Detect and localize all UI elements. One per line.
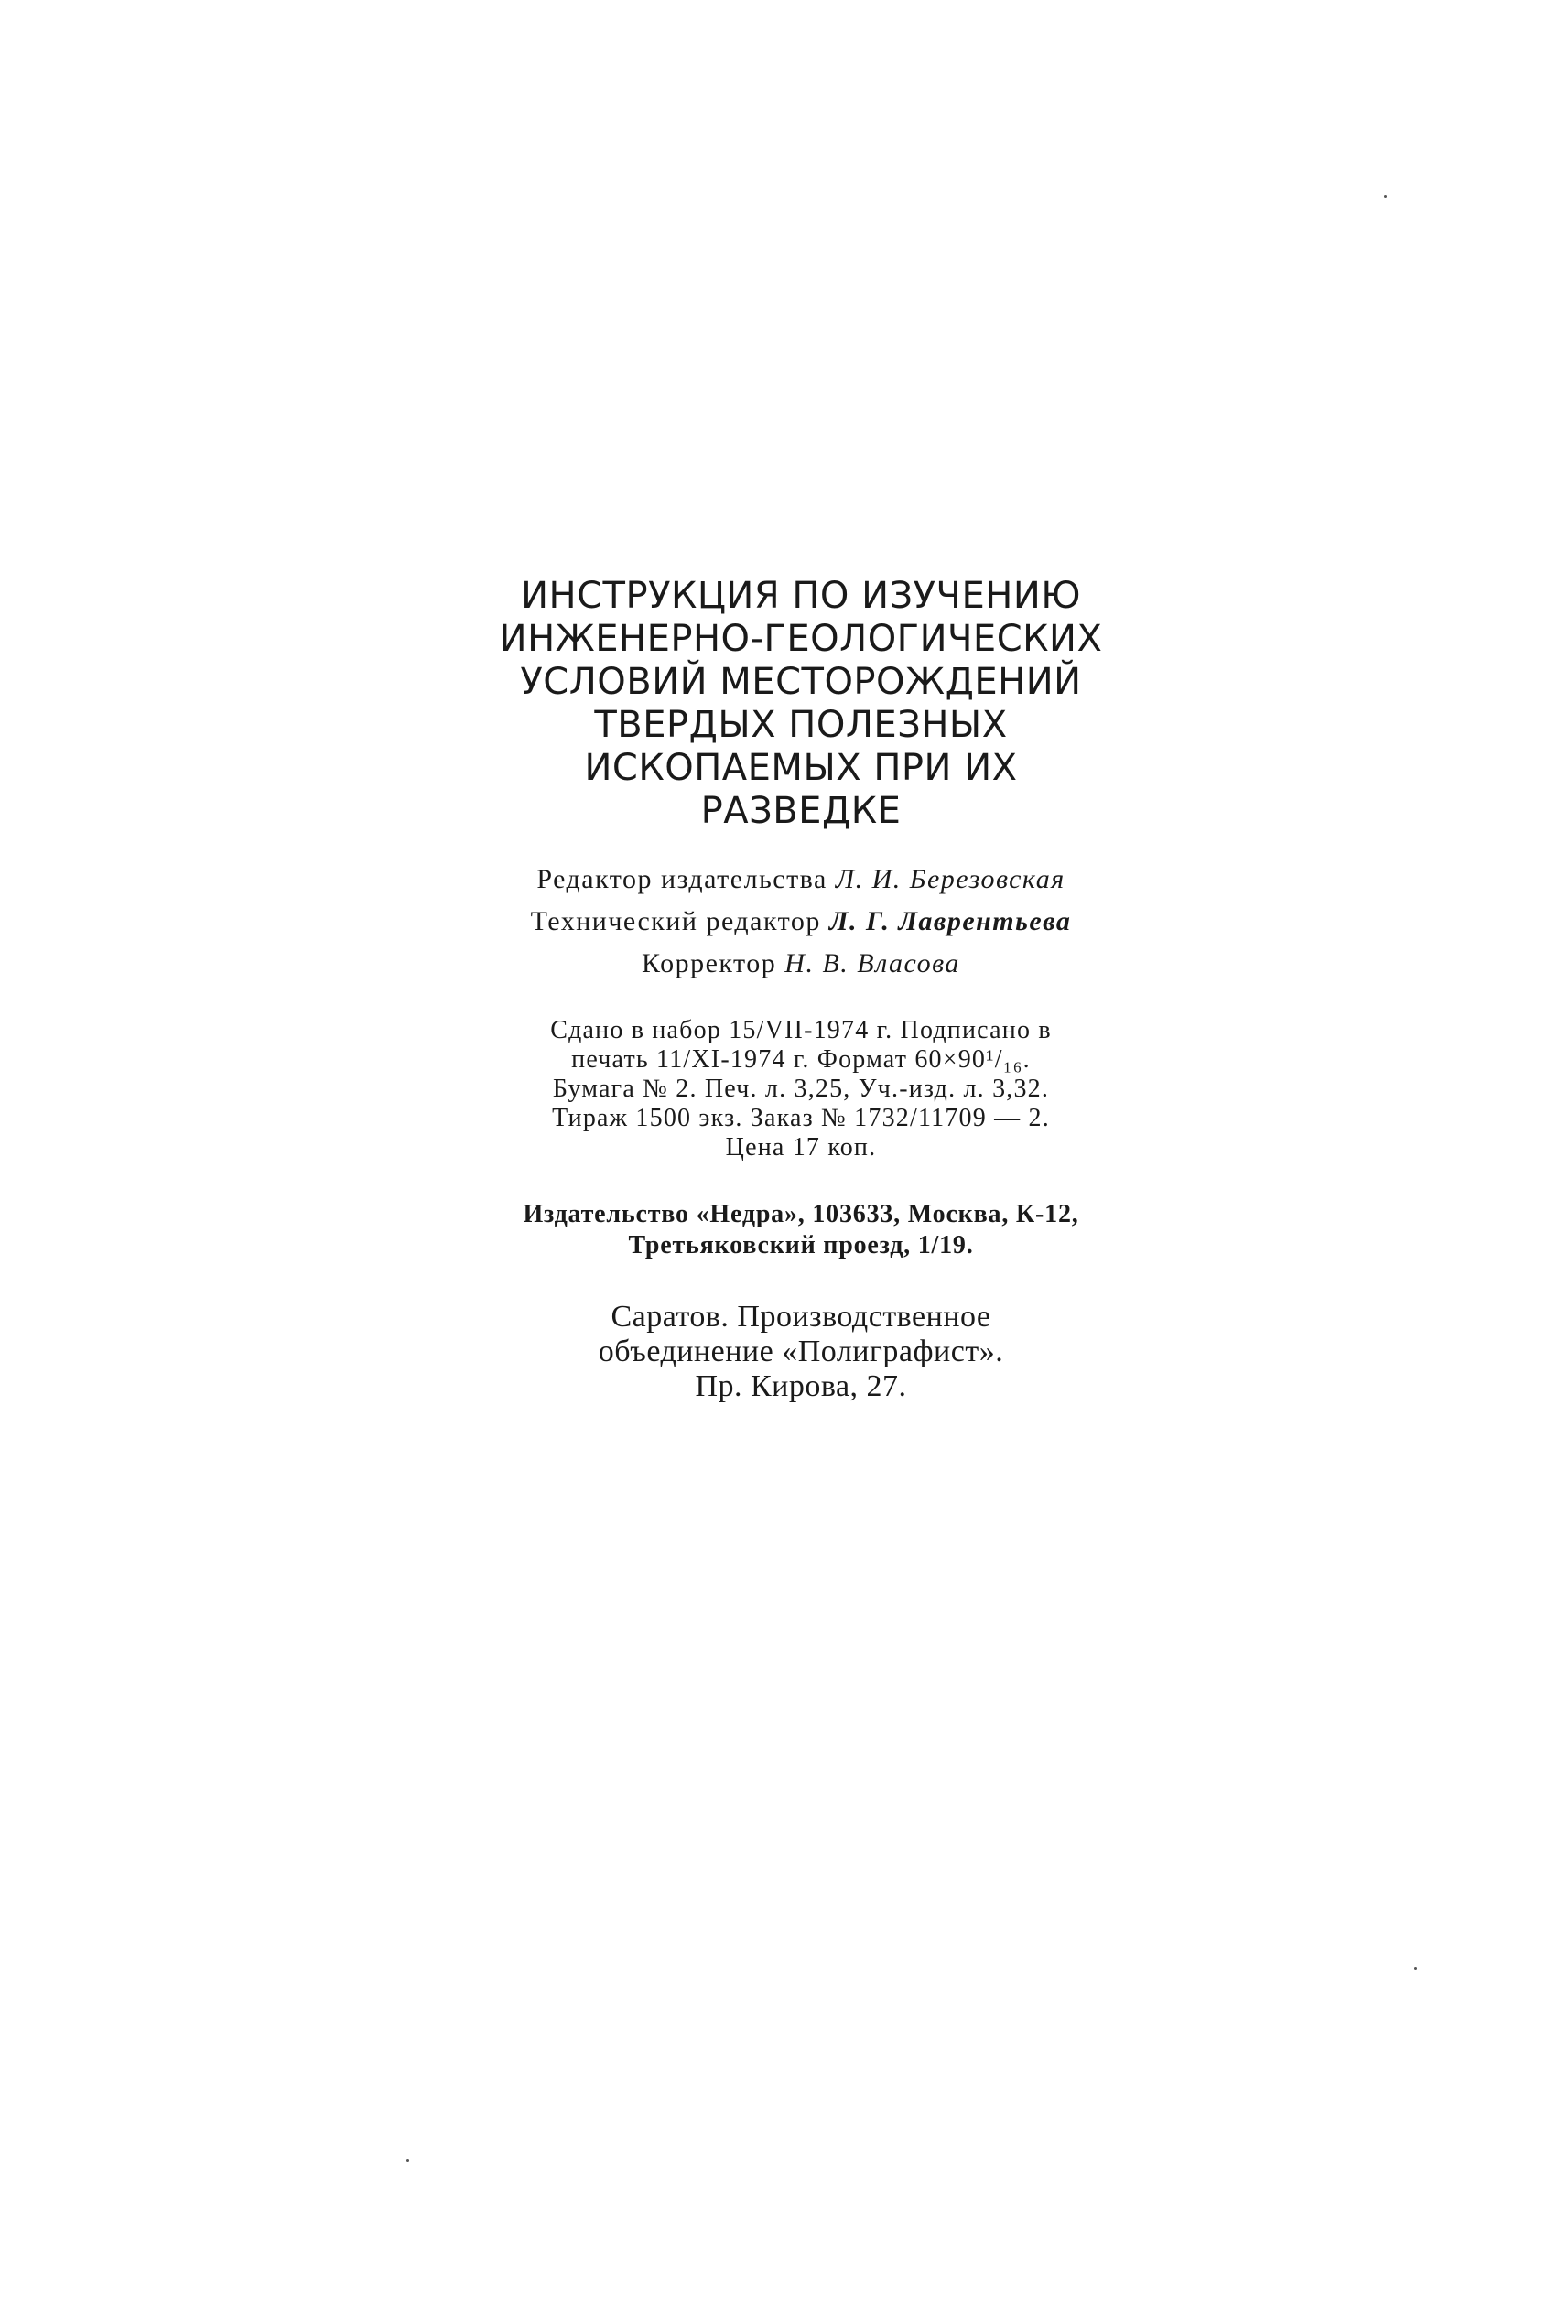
title-line: ИНСТРУКЦИЯ ПО ИЗУЧЕНИЮ	[521, 575, 1081, 617]
imprint-line: печать 11/XI-1974 г. Формат 60×90¹/₁₆.	[571, 1045, 1031, 1074]
imprint-line: Сдано в набор 15/VII-1974 г. Подписано в	[550, 1016, 1052, 1044]
editor-label: Редактор издательства	[536, 864, 827, 894]
imprint-line: Бумага № 2. Печ. л. 3,25, Уч.-изд. л. 3,32.	[552, 1075, 1050, 1103]
title-line: УСЛОВИЙ МЕСТОРОЖДЕНИЙ	[520, 661, 1082, 703]
printer-address-line: Пр. Кирова, 27.	[695, 1369, 907, 1403]
tech-editor-name: Л. Г. Лаврентьева	[828, 906, 1072, 936]
printer-line: объединение «Полиграфист».	[598, 1335, 1004, 1368]
imprint-line: Тираж 1500 экз. Заказ № 1732/11709 — 2.	[552, 1104, 1050, 1132]
publisher-address-line: Третьяковский проезд, 1/19.	[628, 1231, 974, 1259]
printer-block	[412, 1300, 1190, 1404]
corrector-name: Н. В. Власова	[784, 948, 960, 978]
book-title	[412, 575, 1190, 833]
title-line: ИСКОПАЕМЫХ ПРИ ИХ	[584, 747, 1018, 789]
editor-row	[412, 859, 1190, 901]
imprint-block	[412, 1016, 1190, 1162]
tech-editor-row	[412, 901, 1190, 943]
tech-editor-label: Технический редактор	[530, 906, 821, 936]
publisher-line: Издательство «Недра», 103633, Москва, К-12,	[523, 1200, 1079, 1228]
title-line: РАЗВЕДКЕ	[700, 790, 902, 832]
title-line: ИНЖЕНЕРНО-ГЕОЛОГИЧЕСКИХ	[499, 618, 1103, 660]
credits-block	[412, 859, 1190, 985]
printer-line: Саратов. Производственное	[611, 1300, 991, 1334]
paper-speck	[406, 2159, 409, 2162]
paper-speck	[1384, 195, 1387, 198]
price-line: Цена 17 коп.	[725, 1133, 877, 1162]
title-line: ТВЕРДЫХ ПОЛЕЗНЫХ	[594, 704, 1008, 746]
corrector-row	[412, 943, 1190, 985]
corrector-label: Корректор	[642, 948, 777, 978]
publisher-block	[412, 1199, 1190, 1261]
editor-name: Л. И. Березовская	[835, 864, 1065, 894]
paper-speck	[1414, 1967, 1417, 1970]
